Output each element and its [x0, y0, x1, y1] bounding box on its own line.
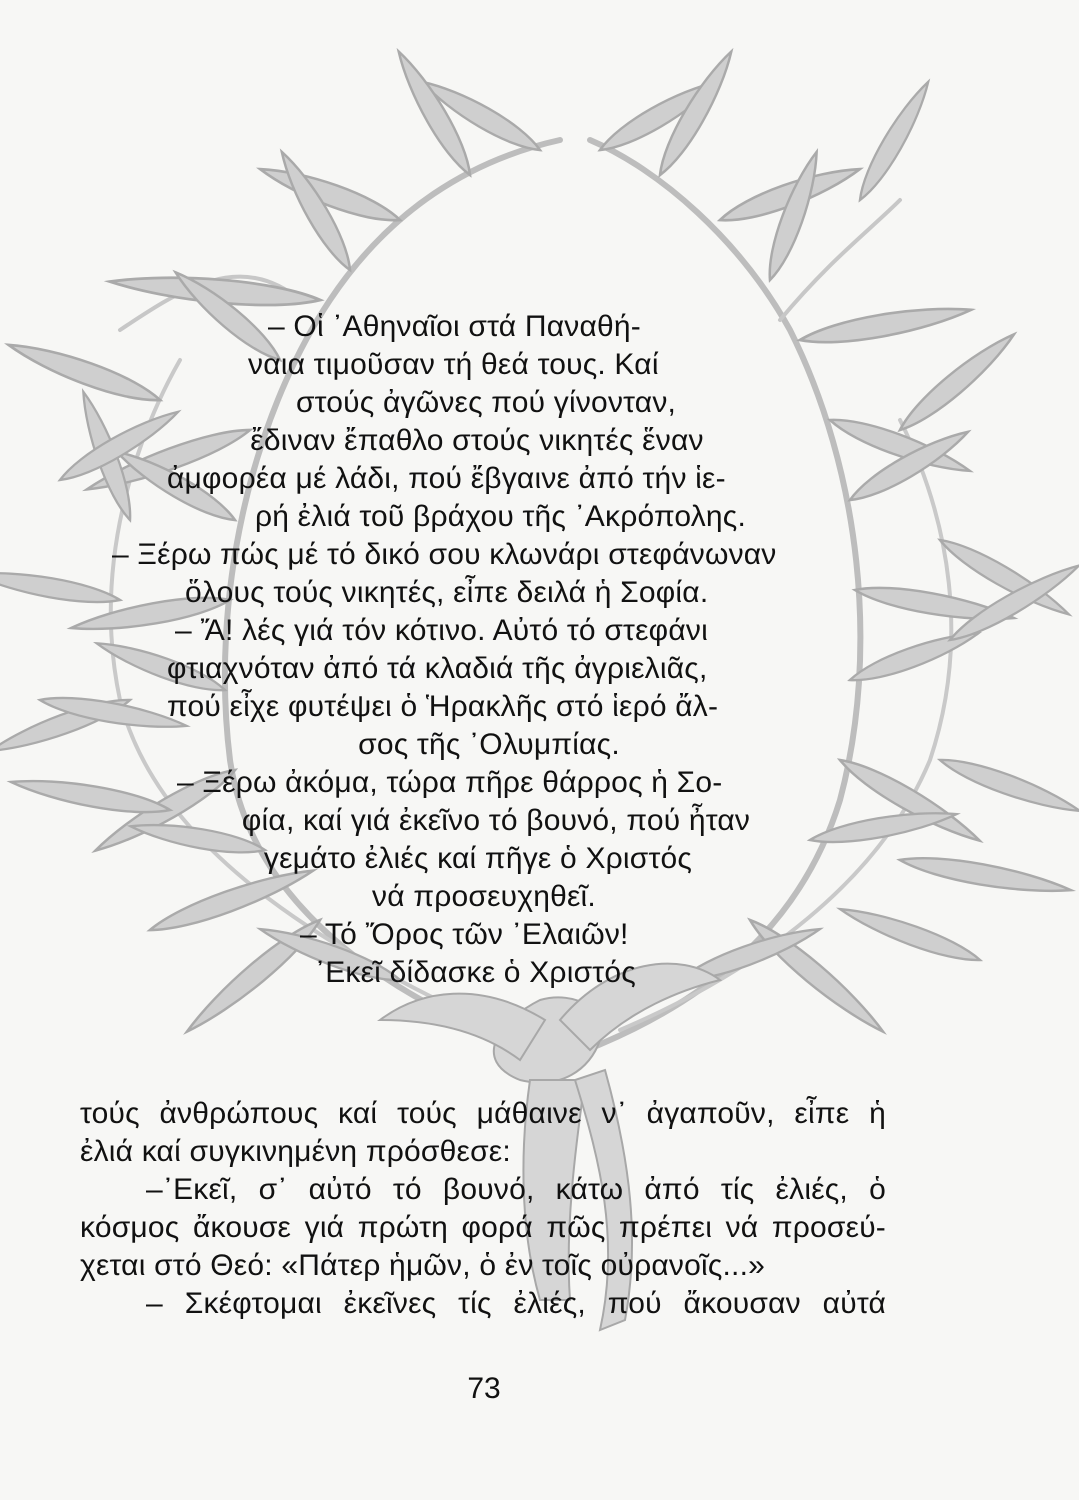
body-text: [80, 1095, 886, 1323]
wreath-line: ὅλους τούς νικητές, εἶπε δειλά ἡ Σοφία.: [185, 576, 709, 609]
body-line: –᾿Εκεῖ, σ᾿ αὐτό τό βουνό, κάτω ἀπό τίς ἐλιές, ὁ: [146, 1173, 886, 1206]
wreath-line: πού εἶχε φυτέψει ὁ Ἡρακλῆς στό ἱερό ἄλ-: [167, 690, 719, 723]
body-line: ἐλιά καί συγκινημένη πρόσθεσε:: [80, 1135, 511, 1168]
wreath-line: γεμάτο ἐλιές καί πῆγε ὁ Χριστός: [263, 842, 693, 875]
wreath-line: – Ξέρω πώς μέ τό δικό σου κλωνάρι στεφάνωναν: [112, 538, 777, 571]
wreath-line: φία, καί γιά ἐκεῖνο τό βουνό, πού ἦταν: [241, 804, 751, 837]
wreath-line: ᾿Εκεῖ δίδασκε ὁ Χριστός: [315, 956, 636, 989]
wreath-line: σος τῆς ᾿Ολυμπίας.: [358, 728, 620, 761]
wreath-line: ἔδιναν ἔπαθλο στούς νικητές ἕναν: [250, 424, 704, 457]
page-number: 73: [467, 1372, 501, 1405]
wreath-line: – Τό Ὄρος τῶν ᾿Ελαιῶν!: [300, 918, 629, 951]
wreath-line: – Οἱ ᾿Αθηναῖοι στά Παναθή-: [268, 310, 641, 343]
wreath-line: φτιαχνόταν ἀπό τά κλαδιά τῆς ἀγριελιᾶς,: [167, 652, 708, 685]
wreath-line: ρή ἐλιά τοῦ βράχου τῆς ᾿Ακρόπολης.: [255, 500, 747, 533]
wreath-line: ναια τιμοῦσαν τή θεά τους. Καί: [248, 348, 659, 381]
wreath-line: – Ξέρω ἀκόμα, τώρα πῆρε θάρρος ἡ Σο-: [177, 766, 723, 799]
body-line: – Σκέφτομαι ἐκεῖνες τίς ἐλιές, πού ἄκουσαν αὐτά: [146, 1287, 886, 1320]
body-line: τούς ἀνθρώπους καί τούς μάθαινε ν᾿ ἀγαποῦν, εἶπε ἡ: [80, 1097, 886, 1130]
wreath-line: στούς ἀγῶνες πού γίνονταν,: [295, 386, 677, 419]
wreath-line: νά προσευχηθεῖ.: [372, 880, 596, 913]
body-line: χεται στό Θεό: «Πάτερ ἡμῶν, ὁ ἐν τοῖς οὐρανοῖς...»: [80, 1249, 766, 1282]
wreath-line: ἀμφορέα μέ λάδι, πού ἔβγαινε ἀπό τήν ἱε-: [167, 462, 726, 495]
body-line: κόσμος ἄκουσε γιά πρώτη φορά πῶς πρέπει νά προσεύ-: [80, 1211, 886, 1244]
wreath-line: – Ἄ! λές γιά τόν κότινο. Αὐτό τό στεφάνι: [175, 614, 708, 647]
